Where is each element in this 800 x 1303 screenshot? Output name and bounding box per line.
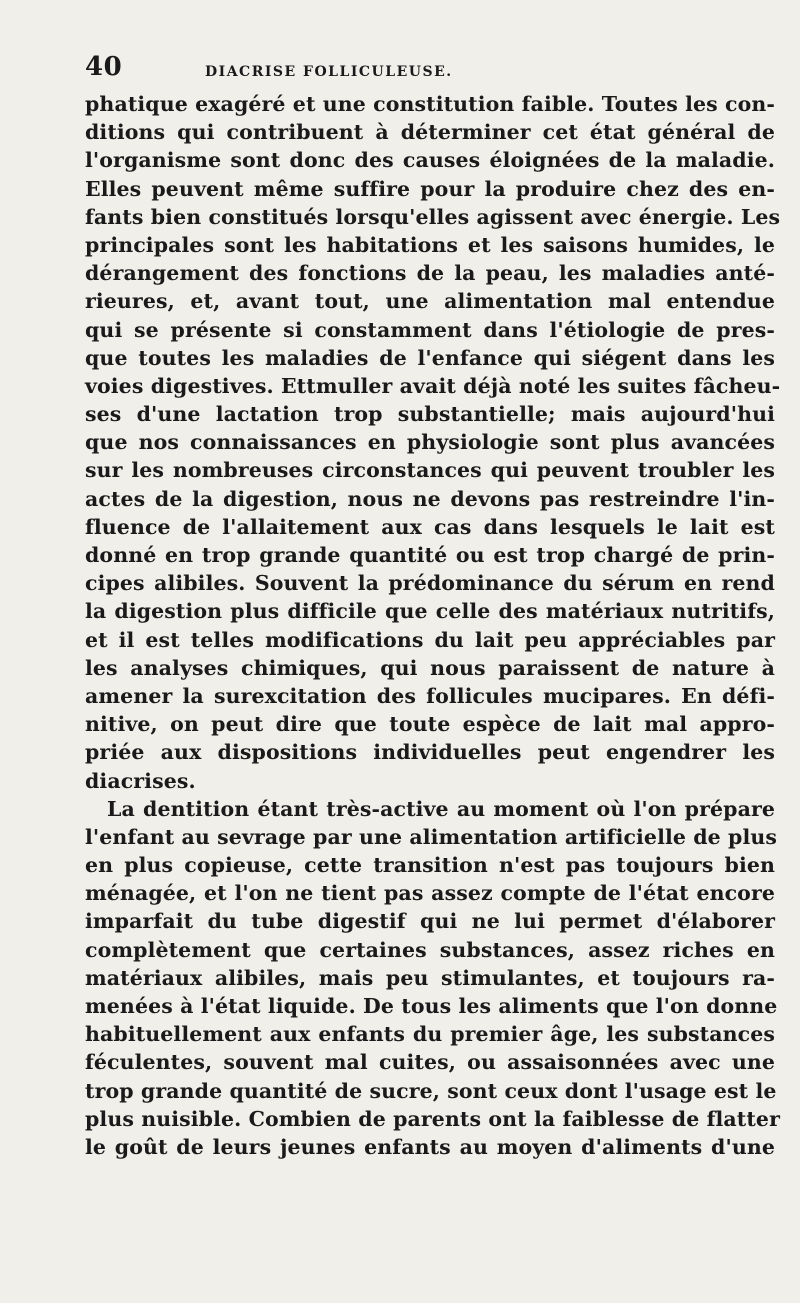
- text-line: donné en trop grande quantité ou est trop chargé de prin-: [85, 543, 775, 567]
- text-line: et il est telles modifications du lait peu appréciables par: [85, 627, 775, 652]
- text-line: complètement que certaines substances, assez riches en: [85, 937, 775, 962]
- text-line: ses d'une lactation trop substantielle; mais aujourd'hui: [85, 402, 775, 427]
- text-line: en plus copieuse, cette transition n'est pas toujours bien: [85, 853, 775, 878]
- text-line: voies digestives. Ettmuller avait déjà noté les suites fâcheu-: [85, 373, 781, 398]
- text-line: priée aux dispositions individuelles peut engendrer les: [85, 740, 775, 765]
- text-line: nitive, on peut dire que toute espèce de lait mal appro-: [85, 712, 775, 737]
- text-line: Elles peuvent même suffire pour la produire chez des en-: [85, 176, 775, 201]
- text-line: diacrises.: [85, 768, 196, 793]
- text-line: actes de la digestion, nous ne devons pas restreindre l'in-: [85, 486, 775, 511]
- text-line: l'enfant au sevrage par une alimentation artificielle de plus: [85, 824, 777, 849]
- text-line: trop grande quantité de sucre, sont ceux dont l'usage est le: [85, 1078, 777, 1103]
- text-line: plus nuisible. Combien de parents ont la faiblesse de flatter: [85, 1106, 780, 1131]
- text-line: l'organisme sont donc des causes éloignées de la maladie.: [85, 148, 775, 173]
- text-line: féculentes, souvent mal cuites, ou assaisonnées avec une: [85, 1050, 775, 1075]
- text-line: sur les nombreuses circonstances qui peuvent troubler les: [85, 458, 775, 483]
- paragraph: [85, 795, 780, 1161]
- text-line: cipes alibiles. Souvent la prédominance du sérum en rend: [85, 571, 775, 596]
- text-line: qui se présente si constamment dans l'étiologie de pres-: [85, 317, 775, 342]
- text-line: habituellement aux enfants du premier âge, les substances: [85, 1022, 775, 1047]
- body-text: [85, 90, 781, 1161]
- text-line: ménagée, et l'on ne tient pas assez compte de l'état encore: [85, 881, 775, 906]
- text-line: menées à l'état liquide. De tous les aliments que l'on donne: [85, 994, 778, 1018]
- text-line: ditions qui contribuent à déterminer cet état général de: [85, 120, 775, 145]
- text-line: amener la surexcitation des follicules mucipares. En défi-: [85, 683, 775, 708]
- text-line: fants bien constitués lorsqu'elles agissent avec énergie. Les: [85, 204, 781, 229]
- text-line: rieures, et, avant tout, une alimentation mal entendue: [85, 289, 775, 314]
- text-line: la digestion plus difficile que celle des matériaux nutritifs,: [85, 599, 775, 624]
- text-line: dérangement des fonctions de la peau, les maladies anté-: [85, 261, 775, 286]
- text-line: phatique exagéré et une constitution faible. Toutes les con-: [85, 92, 776, 116]
- text-line: principales sont les habitations et les saisons humides, le: [85, 232, 775, 257]
- text-line: fluence de l'allaitement aux cas dans lesquels le lait est: [85, 514, 775, 539]
- text-line: le goût de leurs jeunes enfants au moyen d'aliments d'une: [85, 1134, 775, 1159]
- text-line: que nos connaissances en physiologie sont plus avancées: [85, 430, 775, 455]
- running-title: DIACRISE FOLLICULEUSE.: [205, 64, 453, 80]
- text-line: matériaux alibiles, mais peu stimulantes, et toujours ra-: [85, 965, 775, 990]
- paragraph: [85, 90, 781, 795]
- text-line: les analyses chimiques, qui nous paraissent de nature à: [85, 655, 775, 680]
- text-line: imparfait du tube digestif qui ne lui permet d'élaborer: [85, 909, 775, 934]
- text-line: que toutes les maladies de l'enfance qui siégent dans les: [85, 345, 775, 370]
- page-header: [85, 52, 775, 90]
- text-line: La dentition étant très-active au moment où l'on prépare: [107, 796, 775, 821]
- page-number: 40: [85, 52, 123, 82]
